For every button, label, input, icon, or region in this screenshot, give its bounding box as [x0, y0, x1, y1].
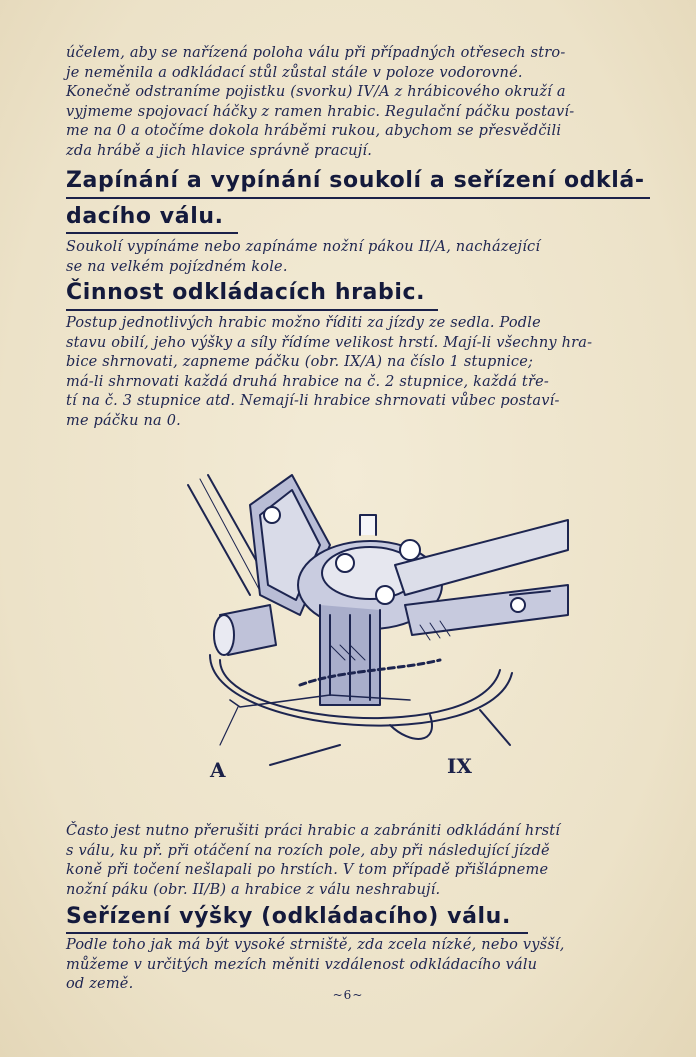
section3-paragraph: [66, 822, 656, 900]
section-heading-gear-engagement-cont: dacího válu.: [66, 204, 224, 229]
text-line: tí na č. 3 stupnice atd. Nemají-li hrabice shrnovati vůbec postaví-: [66, 393, 560, 410]
text-line: me na 0 a otočíme dokola hráběmi rukou, abychom se přesvědčili: [66, 123, 562, 140]
mechanism-illustration: [180, 445, 570, 790]
figure-label-a: A: [210, 758, 226, 782]
section-heading-gear-engagement: Zapínání a vypínání soukolí a seřízení odklá-: [66, 168, 645, 193]
heading-underline: [66, 309, 438, 311]
text-line: Často jest nutno přerušiti práci hrabic a zabrániti odkládání hrstí: [66, 823, 561, 839]
text-line: můžeme v určitých mezích měniti vzdálenost odkládacího válu: [66, 956, 538, 973]
heading-underline: [66, 232, 238, 234]
figure-number: IX: [447, 754, 472, 778]
text-line: účelem, aby se nařízená poloha válu při případných otřesech stro-: [66, 45, 566, 61]
text-line: vyjmeme spojovací háčky z ramen hrabic. Regulační páčku postaví-: [66, 103, 575, 120]
section2-paragraph: [66, 314, 656, 432]
text-line: me páčku na 0.: [66, 412, 181, 429]
text-line: bice shrnovati, zapneme páčku (obr. IX/A) na číslo 1 stupnice;: [66, 354, 534, 371]
section1-paragraph: [66, 238, 656, 277]
heading-underline: [66, 197, 650, 199]
section-heading-rakes: Činnost odkládacích hrabic.: [66, 280, 426, 305]
text-line: zda hrábě a jich hlavice správně pracují.: [66, 142, 373, 159]
text-line: se na velkém pojízdném kole.: [66, 258, 288, 275]
text-line: má-li shrnovati každá druhá hrabice na č. 2 stupnice, každá tře-: [66, 373, 549, 390]
text-line: je neměnila a odkládací stůl zůstal stále v poloze vodorovné.: [66, 64, 523, 81]
page-number: ~6~: [332, 988, 364, 1002]
text-line: koně při točení nešlapali po hrstích. V tom případě přišlápneme: [66, 862, 549, 879]
text-line: nožní páku (obr. II/B) a hrabice z válu neshrabují.: [66, 881, 441, 898]
text-line: stavu obilí, jeho výšky a síly řídíme velikost hrstí. Mají-li všechny hra-: [66, 334, 593, 351]
text-line: s válu, ku př. při otáčení na rozích pole, aby při následující jízdě: [66, 842, 550, 859]
section-heading-roller-height: Seřízení výšky (odkládacího) válu.: [66, 904, 511, 929]
text-line: od země.: [66, 976, 134, 993]
text-line: Konečně odstraníme pojistku (svorku) IV/A z hrábicového okruží a: [66, 84, 566, 101]
text-line: Podle toho jak má být vysoké strniště, zda zcela nízké, nebo vyšší,: [66, 937, 565, 953]
text-line: Soukolí vypínáme nebo zapínáme nožní pákou II/A, nacházející: [66, 239, 541, 255]
intro-paragraph: [66, 44, 656, 162]
heading-underline: [66, 932, 528, 934]
text-line: Postup jednotlivých hrabic možno říditi za jízdy ze sedla. Podle: [66, 315, 541, 331]
section4-paragraph: [66, 936, 656, 995]
